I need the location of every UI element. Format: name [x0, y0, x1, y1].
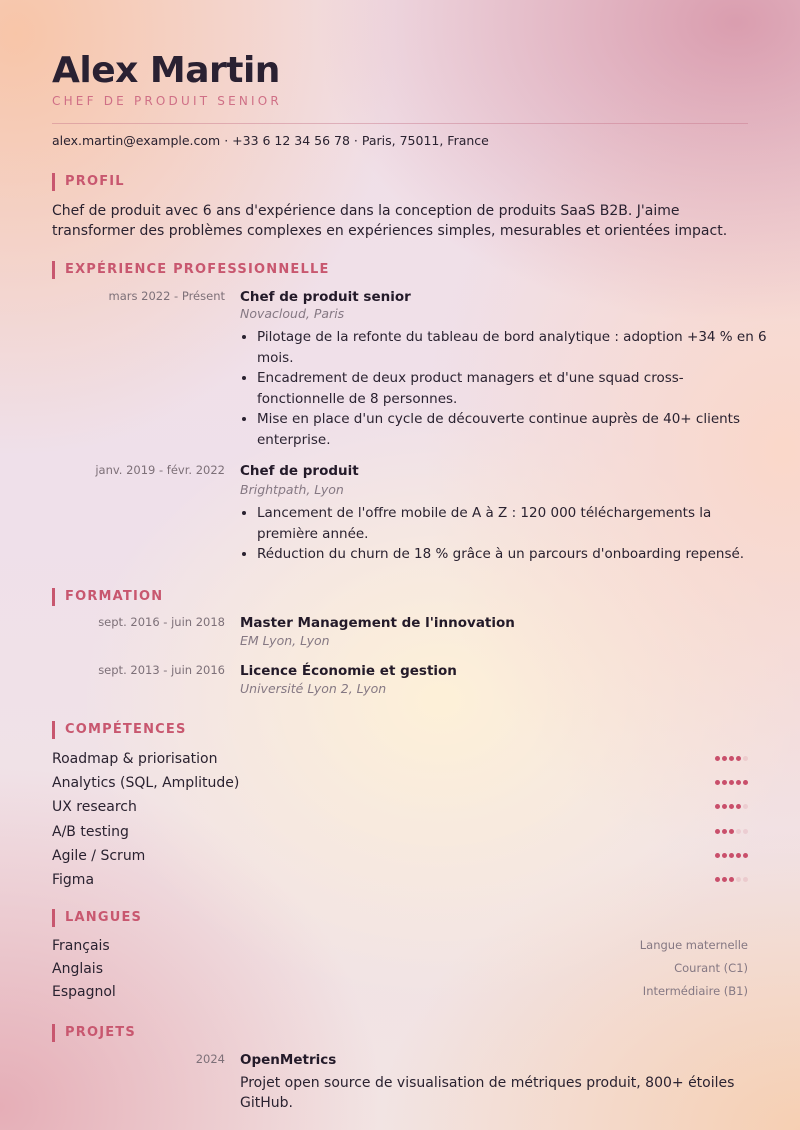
- skill-dot-filled: [729, 804, 734, 809]
- section-title-profile: PROFIL: [52, 173, 125, 191]
- skill-level-dots: [715, 877, 748, 882]
- education-dates: sept. 2013 - juin 2016: [98, 663, 225, 677]
- skill-dot-empty: [736, 877, 741, 882]
- education-school: Université Lyon 2, Lyon: [240, 681, 387, 696]
- skill-name: UX research: [52, 799, 137, 816]
- skill-dot-filled: [729, 756, 734, 761]
- candidate-name: Alex Martin: [52, 50, 280, 91]
- experience-bullet: • Encadrement de deux product managers et d'une squad cross-fonctionnelle de 8 personnes.: [257, 368, 767, 409]
- skill-dot-filled: [722, 829, 727, 834]
- skill-row: [52, 749, 748, 769]
- skill-dot-filled: [715, 877, 720, 882]
- skill-dot-filled: [736, 780, 741, 785]
- skill-dot-filled: [722, 853, 727, 858]
- skill-row: [52, 773, 748, 793]
- header-divider: [52, 123, 748, 124]
- education-degree: Licence Économie et gestion: [240, 663, 457, 679]
- experience-bullets: [240, 503, 767, 565]
- experience-role: Chef de produit: [240, 463, 359, 479]
- experience-dates: janv. 2019 - févr. 2022: [95, 463, 225, 477]
- language-level: Langue maternelle: [639, 938, 748, 952]
- section-title-projects: PROJETS: [52, 1024, 136, 1042]
- section-title-experience: EXPÉRIENCE PROFESSIONNELLE: [52, 261, 330, 279]
- language-name: Anglais: [52, 961, 103, 977]
- language-level: Intermédiaire (B1): [642, 984, 748, 998]
- experience-dates: mars 2022 - Présent: [108, 289, 225, 303]
- skill-name: Figma: [52, 872, 95, 888]
- section-title-skills: COMPÉTENCES: [52, 721, 187, 739]
- skill-dot-filled: [743, 853, 748, 858]
- section-title-languages: LANGUES: [52, 909, 142, 927]
- profile-summary: Chef de produit avec 6 ans d'expérience dans la conception de produits SaaS B2B. J'aime transformer des problèmes complexes en expériences simples, mesurables et orientées impact.: [52, 203, 728, 239]
- skill-dot-empty: [743, 877, 748, 882]
- skill-row: [52, 846, 748, 866]
- skill-dot-filled: [715, 780, 720, 785]
- skill-dot-filled: [736, 853, 741, 858]
- project-year: 2024: [195, 1052, 225, 1066]
- skill-dot-empty: [743, 829, 748, 834]
- experience-bullet: • Mise en place d'un cycle de découverte continue auprès de 40+ clients enterprise.: [257, 409, 767, 450]
- experience-bullets: [240, 327, 767, 450]
- project-description: Projet open source de visualisation de métriques produit, 800+ étoiles GitHub.: [240, 1075, 735, 1111]
- skill-level-dots: [715, 853, 748, 858]
- experience-bullet: • Pilotage de la refonte du tableau de bord analytique : adoption +34 % en 6 mois.: [257, 327, 767, 368]
- section-title-education: FORMATION: [52, 588, 163, 606]
- education-degree: Master Management de l'innovation: [240, 615, 515, 631]
- skill-row: [52, 797, 748, 817]
- experience-company: Novacloud, Paris: [240, 306, 345, 321]
- skill-row: [52, 822, 748, 842]
- skill-dot-filled: [715, 756, 720, 761]
- education-dates: sept. 2016 - juin 2018: [98, 615, 225, 629]
- experience-bullet: • Lancement de l'offre mobile de A à Z : 120 000 téléchargements la première année.: [257, 503, 767, 544]
- skill-level-dots: [715, 756, 748, 761]
- language-row: [52, 959, 748, 979]
- skill-dot-filled: [722, 780, 727, 785]
- skill-dot-filled: [729, 853, 734, 858]
- skill-dot-empty: [736, 829, 741, 834]
- skill-dot-empty: [743, 804, 748, 809]
- skill-dot-filled: [743, 780, 748, 785]
- education-school: EM Lyon, Lyon: [240, 633, 330, 648]
- skill-dot-filled: [736, 756, 741, 761]
- skill-dot-filled: [722, 877, 727, 882]
- skill-dot-filled: [715, 853, 720, 858]
- skill-dot-filled: [736, 804, 741, 809]
- skill-dot-filled: [715, 804, 720, 809]
- skill-level-dots: [715, 829, 748, 834]
- candidate-role: CHEF DE PRODUIT SENIOR: [52, 94, 282, 108]
- experience-bullet: • Réduction du churn de 18 % grâce à un parcours d'onboarding repensé.: [257, 544, 767, 565]
- language-level: Courant (C1): [674, 961, 748, 975]
- skill-name: A/B testing: [52, 823, 129, 840]
- skill-dot-filled: [722, 756, 727, 761]
- skill-level-dots: [715, 780, 748, 785]
- experience-company: Brightpath, Lyon: [240, 482, 344, 497]
- skill-name: Analytics (SQL, Amplitude): [52, 775, 240, 792]
- skill-row: [52, 870, 748, 890]
- experience-role: Chef de produit senior: [240, 289, 411, 305]
- language-row: [52, 982, 748, 1002]
- project-name: OpenMetrics: [240, 1052, 337, 1068]
- skill-dot-filled: [715, 829, 720, 834]
- skill-dot-filled: [729, 877, 734, 882]
- skill-dot-filled: [729, 780, 734, 785]
- language-name: Français: [52, 938, 110, 954]
- skill-level-dots: [715, 804, 748, 809]
- language-row: [52, 936, 748, 956]
- skill-dot-filled: [729, 829, 734, 834]
- skill-dot-filled: [722, 804, 727, 809]
- skill-name: Agile / Scrum: [52, 847, 146, 864]
- contact-line: alex.martin@example.com · +33 6 12 34 56 78 · Paris, 75011, France: [52, 133, 489, 148]
- language-name: Espagnol: [52, 984, 116, 1000]
- skill-name: Roadmap & priorisation: [52, 751, 218, 767]
- skill-dot-empty: [743, 756, 748, 761]
